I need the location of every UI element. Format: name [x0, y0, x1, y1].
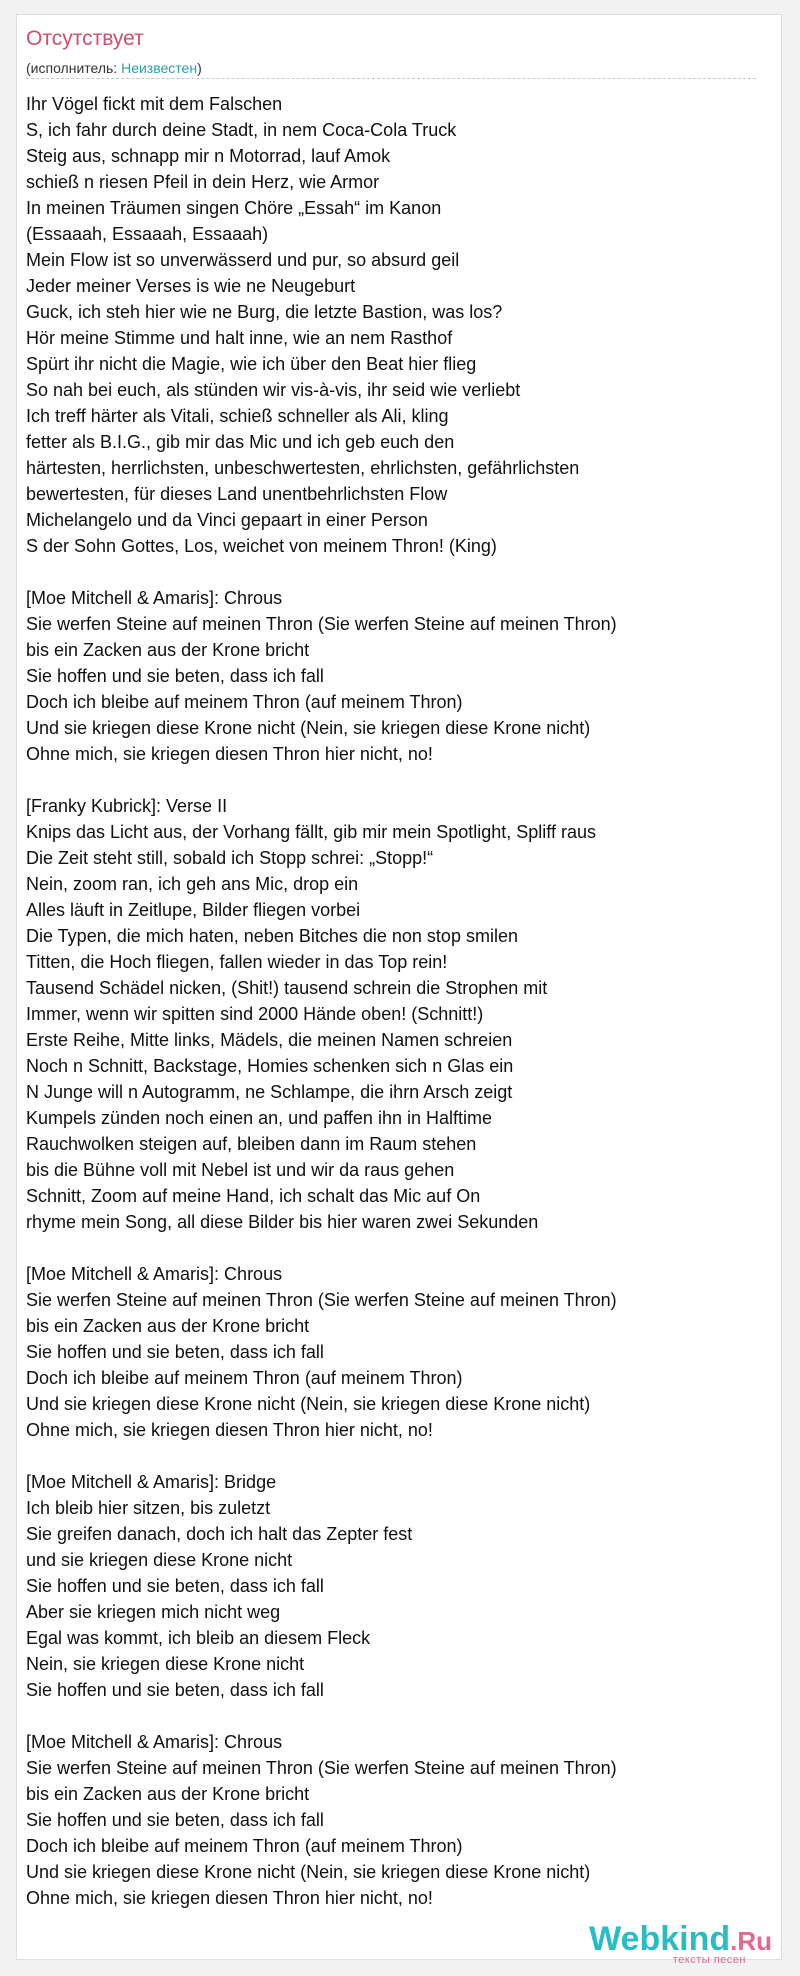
logo-wordmark — [589, 1922, 772, 1956]
lyrics-line: bewertesten, für dieses Land unentbehrlichsten Flow — [26, 484, 448, 504]
artist-suffix: ) — [197, 60, 202, 76]
lyrics-line: Sie hoffen und sie beten, dass ich fall — [26, 1810, 324, 1830]
lyrics-line: Sie werfen Steine auf meinen Thron (Sie werfen Steine auf meinen Thron) — [26, 1290, 617, 1310]
lyrics-line: Doch ich bleibe auf meinem Thron (auf meinem Thron) — [26, 692, 463, 712]
lyrics-line: bis ein Zacken aus der Krone bricht — [26, 1316, 310, 1336]
lyrics-line: [Moe Mitchell & Amaris]: Chrous — [26, 1732, 283, 1752]
lyrics-line: Aber sie kriegen mich nicht weg — [26, 1602, 281, 1622]
lyrics-line: Und sie kriegen diese Krone nicht (Nein, sie kriegen diese Krone nicht) — [26, 1394, 591, 1414]
lyrics-line: [Moe Mitchell & Amaris]: Chrous — [26, 588, 283, 608]
lyrics-line: Ich treff härter als Vitali, schieß schneller als Ali, kling — [26, 406, 449, 426]
lyrics-line: bis ein Zacken aus der Krone bricht — [26, 1784, 310, 1804]
lyrics-line: Ohne mich, sie kriegen diesen Thron hier nicht, no! — [26, 1420, 433, 1440]
lyrics-line: S der Sohn Gottes, Los, weichet von meinem Thron! (King) — [26, 536, 497, 556]
lyrics-line: Erste Reihe, Mitte links, Mädels, die meinen Namen schreien — [26, 1030, 513, 1050]
lyrics-line: Ihr Vögel fickt mit dem Falschen — [26, 94, 283, 114]
lyrics-line: Schnitt, Zoom auf meine Hand, ich schalt das Mic auf On — [26, 1186, 481, 1206]
lyrics-line: Ich bleib hier sitzen, bis zuletzt — [26, 1498, 271, 1518]
lyrics-line: Nein, sie kriegen diese Krone nicht — [26, 1654, 305, 1674]
lyrics-line: Knips das Licht aus, der Vorhang fällt, gib mir mein Spotlight, Spliff raus — [26, 822, 596, 842]
lyrics-line: Hör meine Stimme und halt inne, wie an nem Rasthof — [26, 328, 453, 348]
lyrics-line: bis die Bühne voll mit Nebel ist und wir da raus gehen — [26, 1160, 455, 1180]
lyrics-line: Michelangelo und da Vinci gepaart in einer Person — [26, 510, 428, 530]
lyrics-line: Und sie kriegen diese Krone nicht (Nein, sie kriegen diese Krone nicht) — [26, 718, 591, 738]
artist-prefix: (исполнитель: — [26, 60, 122, 76]
lyrics-blank-line — [26, 1443, 780, 1469]
lyrics-line: S, ich fahr durch deine Stadt, in nem Coca-Cola Truck — [26, 120, 457, 140]
lyrics-blank-line — [26, 1703, 780, 1729]
lyrics-line: rhyme mein Song, all diese Bilder bis hier waren zwei Sekunden — [26, 1212, 539, 1232]
header-divider — [26, 78, 756, 79]
lyrics-line: Kumpels zünden noch einen an, und paffen ihn in Halftime — [26, 1108, 492, 1128]
lyrics-line: Jeder meiner Verses is wie ne Neugeburt — [26, 276, 356, 296]
lyrics-line: Noch n Schnitt, Backstage, Homies schenken sich n Glas ein — [26, 1056, 514, 1076]
lyrics-line: Sie werfen Steine auf meinen Thron (Sie werfen Steine auf meinen Thron) — [26, 1758, 617, 1778]
lyrics-blank-line — [26, 767, 780, 793]
logo-tld: .Ru — [730, 1926, 772, 1956]
lyrics-line: Mein Flow ist so unverwässerd und pur, so absurd geil — [26, 250, 460, 270]
lyrics-line: Sie hoffen und sie beten, dass ich fall — [26, 666, 324, 686]
artist-link[interactable]: Неизвестен — [121, 60, 198, 76]
site-logo[interactable] — [589, 1922, 772, 1966]
artist-line — [26, 60, 202, 77]
lyrics-line: bis ein Zacken aus der Krone bricht — [26, 640, 310, 660]
lyrics-line: Sie hoffen und sie beten, dass ich fall — [26, 1342, 324, 1362]
lyrics-line: In meinen Träumen singen Chöre „Essah“ im Kanon — [26, 198, 442, 218]
lyrics-line: Sie hoffen und sie beten, dass ich fall — [26, 1680, 324, 1700]
lyrics-line: So nah bei euch, als stünden wir vis-à-vis, ihr seid wie verliebt — [26, 380, 521, 400]
lyrics-blank-line — [26, 1235, 780, 1261]
lyrics-line: Steig aus, schnapp mir n Motorrad, lauf Amok — [26, 146, 391, 166]
song-title: Отсутствует — [26, 27, 144, 50]
lyrics-line: [Moe Mitchell & Amaris]: Bridge — [26, 1472, 277, 1492]
lyrics-line: Und sie kriegen diese Krone nicht (Nein, sie kriegen diese Krone nicht) — [26, 1862, 591, 1882]
lyrics-line: Tausend Schädel nicken, (Shit!) tausend schrein die Strophen mit — [26, 978, 548, 998]
lyrics-line: schieß n riesen Pfeil in dein Herz, wie Armor — [26, 172, 380, 192]
lyrics-text — [26, 91, 780, 1911]
lyrics-line: Spürt ihr nicht die Magie, wie ich über den Beat hier flieg — [26, 354, 477, 374]
lyrics-line: N Junge will n Autogramm, ne Schlampe, die ihrn Arsch zeigt — [26, 1082, 513, 1102]
lyrics-line: [Moe Mitchell & Amaris]: Chrous — [26, 1264, 283, 1284]
lyrics-line: Nein, zoom ran, ich geh ans Mic, drop ein — [26, 874, 359, 894]
lyrics-line: Egal was kommt, ich bleib an diesem Fleck — [26, 1628, 371, 1648]
lyrics-line: Rauchwolken steigen auf, bleiben dann im Raum stehen — [26, 1134, 477, 1154]
lyrics-line: Die Typen, die mich haten, neben Bitches die non stop smilen — [26, 926, 518, 946]
lyrics-line: Titten, die Hoch fliegen, fallen wieder in das Top rein! — [26, 952, 448, 972]
lyrics-line: Sie hoffen und sie beten, dass ich fall — [26, 1576, 324, 1596]
lyrics-line: [Franky Kubrick]: Verse II — [26, 796, 228, 816]
lyrics-line: härtesten, herrlichsten, unbeschwertesten, ehrlichsten, gefährlichsten — [26, 458, 580, 478]
logo-name: Webkind — [589, 1920, 731, 1958]
lyrics-line: (Essaaah, Essaaah, Essaaah) — [26, 224, 269, 244]
lyrics-line: Doch ich bleibe auf meinem Thron (auf meinem Thron) — [26, 1368, 463, 1388]
lyrics-line: Guck, ich steh hier wie ne Burg, die letzte Bastion, was los? — [26, 302, 503, 322]
lyrics-blank-line — [26, 559, 780, 585]
lyrics-line: Immer, wenn wir spitten sind 2000 Hände oben! (Schnitt!) — [26, 1004, 484, 1024]
lyrics-line: fetter als B.I.G., gib mir das Mic und ich geb euch den — [26, 432, 455, 452]
lyrics-line: und sie kriegen diese Krone nicht — [26, 1550, 293, 1570]
logo-tagline: тексты песен — [672, 1954, 746, 1966]
lyrics-line: Sie werfen Steine auf meinen Thron (Sie werfen Steine auf meinen Thron) — [26, 614, 617, 634]
lyrics-line: Ohne mich, sie kriegen diesen Thron hier nicht, no! — [26, 1888, 433, 1908]
lyrics-line: Die Zeit steht still, sobald ich Stopp schrei: „Stopp!“ — [26, 848, 434, 868]
lyrics-line: Ohne mich, sie kriegen diesen Thron hier nicht, no! — [26, 744, 433, 764]
lyrics-line: Sie greifen danach, doch ich halt das Zepter fest — [26, 1524, 413, 1544]
lyrics-line: Alles läuft in Zeitlupe, Bilder fliegen vorbei — [26, 900, 361, 920]
lyrics-line: Doch ich bleibe auf meinem Thron (auf meinem Thron) — [26, 1836, 463, 1856]
